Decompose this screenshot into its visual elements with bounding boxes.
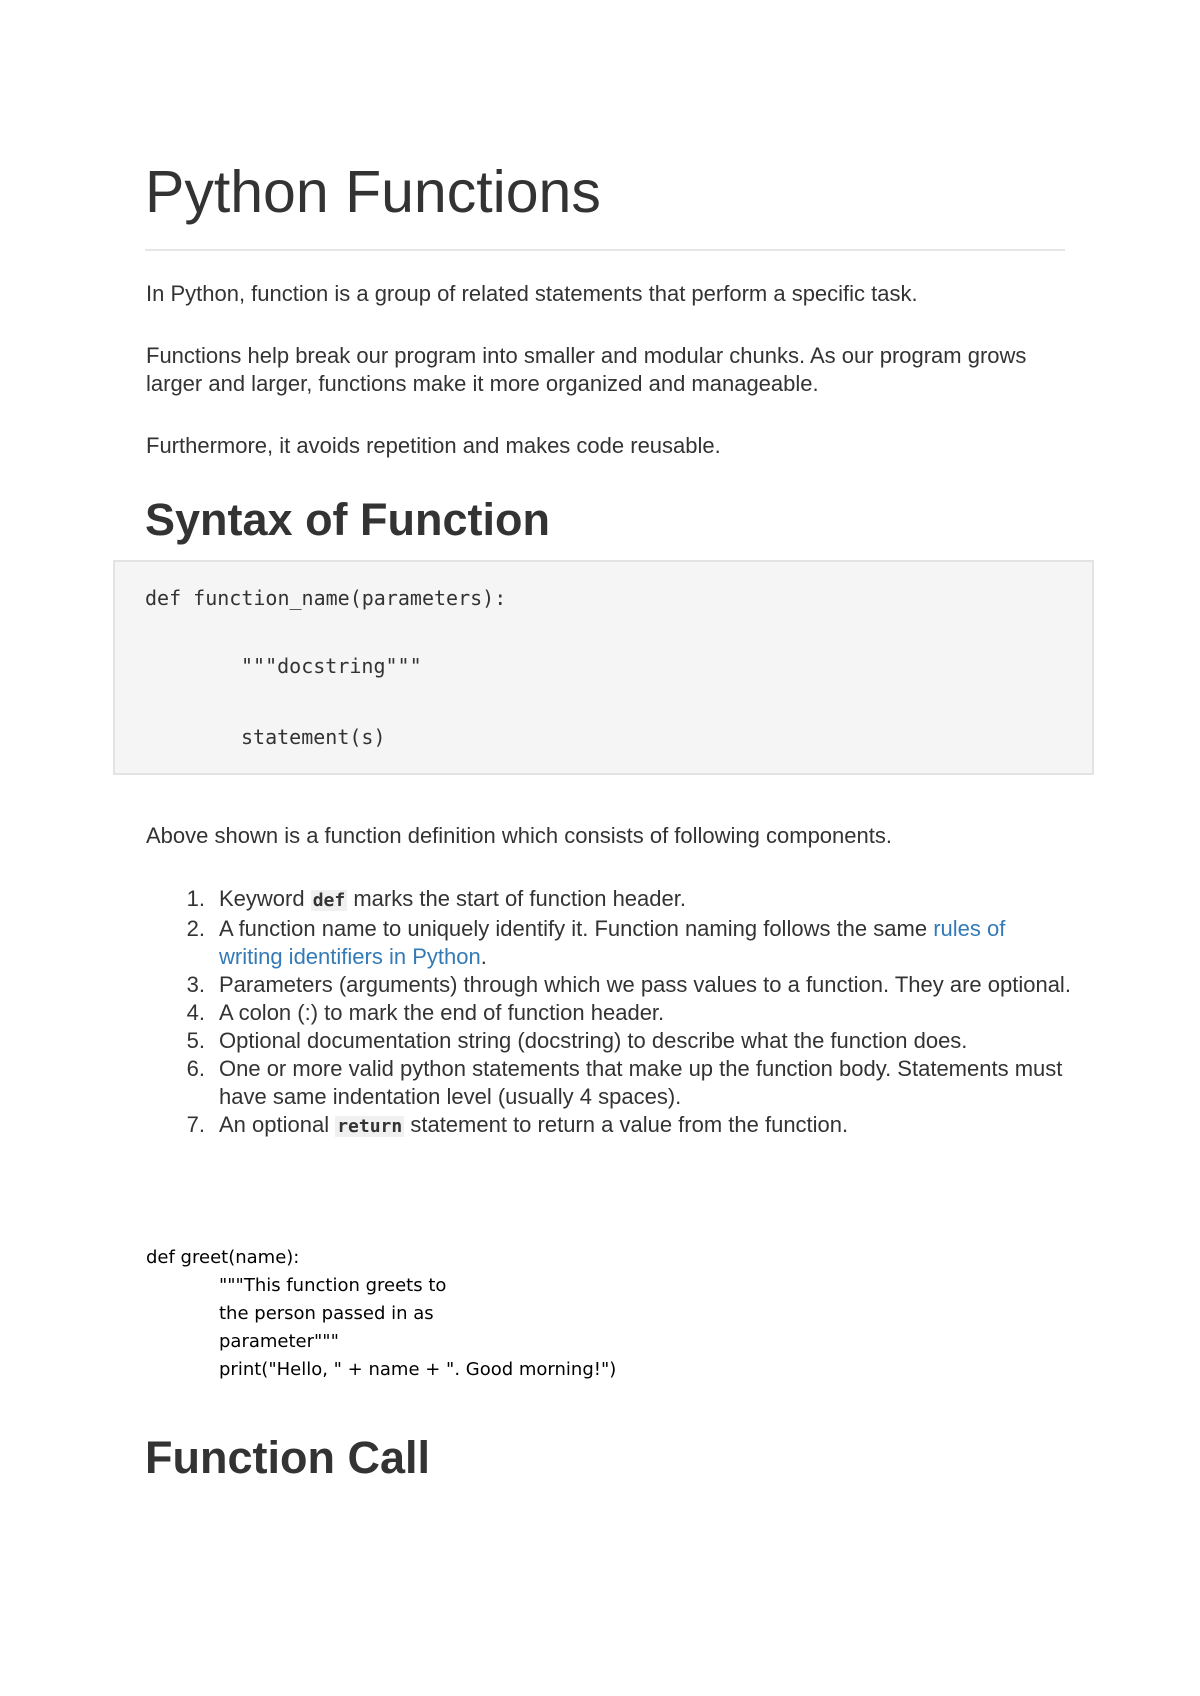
- list-text: statement to return a value from the function.: [404, 1112, 849, 1137]
- function-call-heading: Function Call: [145, 1432, 430, 1483]
- list-text: One or more valid python statements that make up the function body. Statements must have same indentation level (usually 4 spaces).: [219, 1056, 1063, 1109]
- list-number: 3.: [186, 972, 205, 997]
- list-text: Keyword: [219, 886, 311, 911]
- list-number: 5.: [186, 1028, 205, 1053]
- code-line: parameter""": [219, 1331, 339, 1352]
- list-text: An optional: [219, 1112, 336, 1137]
- list-item: [175, 1055, 1075, 1111]
- code-line: statement(s): [241, 725, 386, 749]
- list-text: Optional documentation string (docstring) to describe what the function does.: [219, 1028, 968, 1053]
- syntax-heading: Syntax of Function: [145, 494, 550, 545]
- list-text: marks the start of function header.: [347, 886, 686, 911]
- inline-code-def: def: [312, 890, 346, 911]
- page-title: Python Functions: [145, 159, 601, 225]
- identifiers-link[interactable]: rules of writing identifiers in Python: [219, 916, 1006, 969]
- list-number: 7.: [186, 1112, 205, 1137]
- list-number: 6.: [186, 1056, 205, 1081]
- intro-paragraph-2: Functions help break our program into smaller and modular chunks. As our program grows larger and larger, functions make it more organized and manageable.: [146, 343, 1027, 396]
- list-number: 4.: [186, 1000, 205, 1025]
- list-item: [175, 1111, 1075, 1141]
- code-line: print("Hello, " + name + ". Good morning!"): [219, 1359, 617, 1380]
- list-text: Parameters (arguments) through which we pass values to a function. They are optional.: [219, 972, 1071, 997]
- list-number: 2.: [186, 916, 205, 941]
- list-text: .: [480, 944, 487, 969]
- list-text: A colon (:) to mark the end of function header.: [219, 1000, 665, 1025]
- code-line: def greet(name):: [146, 1247, 300, 1268]
- intro-paragraph-3: Furthermore, it avoids repetition and makes code reusable.: [146, 433, 721, 458]
- list-item: [175, 971, 1075, 999]
- code-line: the person passed in as: [219, 1303, 434, 1324]
- list-item: [175, 915, 1075, 971]
- list-item: [175, 1027, 1075, 1055]
- components-intro: Above shown is a function definition which consists of following components.: [146, 823, 892, 848]
- list-text: A function name to uniquely identify it. Function naming follows the same: [219, 916, 934, 941]
- code-line: def function_name(parameters):: [145, 586, 507, 610]
- example-code: [146, 1244, 616, 1384]
- intro-paragraph-1: In Python, function is a group of related statements that perform a specific task.: [146, 281, 918, 306]
- syntax-code-block: [113, 560, 1094, 775]
- title-divider: [145, 249, 1065, 251]
- code-line: """docstring""": [241, 654, 422, 678]
- code-line: """This function greets to: [219, 1275, 447, 1296]
- list-item: [175, 999, 1075, 1027]
- components-list: [175, 885, 1075, 1141]
- list-item: [175, 885, 1075, 915]
- inline-code-return: return: [337, 1116, 403, 1137]
- list-number: 1.: [186, 886, 205, 911]
